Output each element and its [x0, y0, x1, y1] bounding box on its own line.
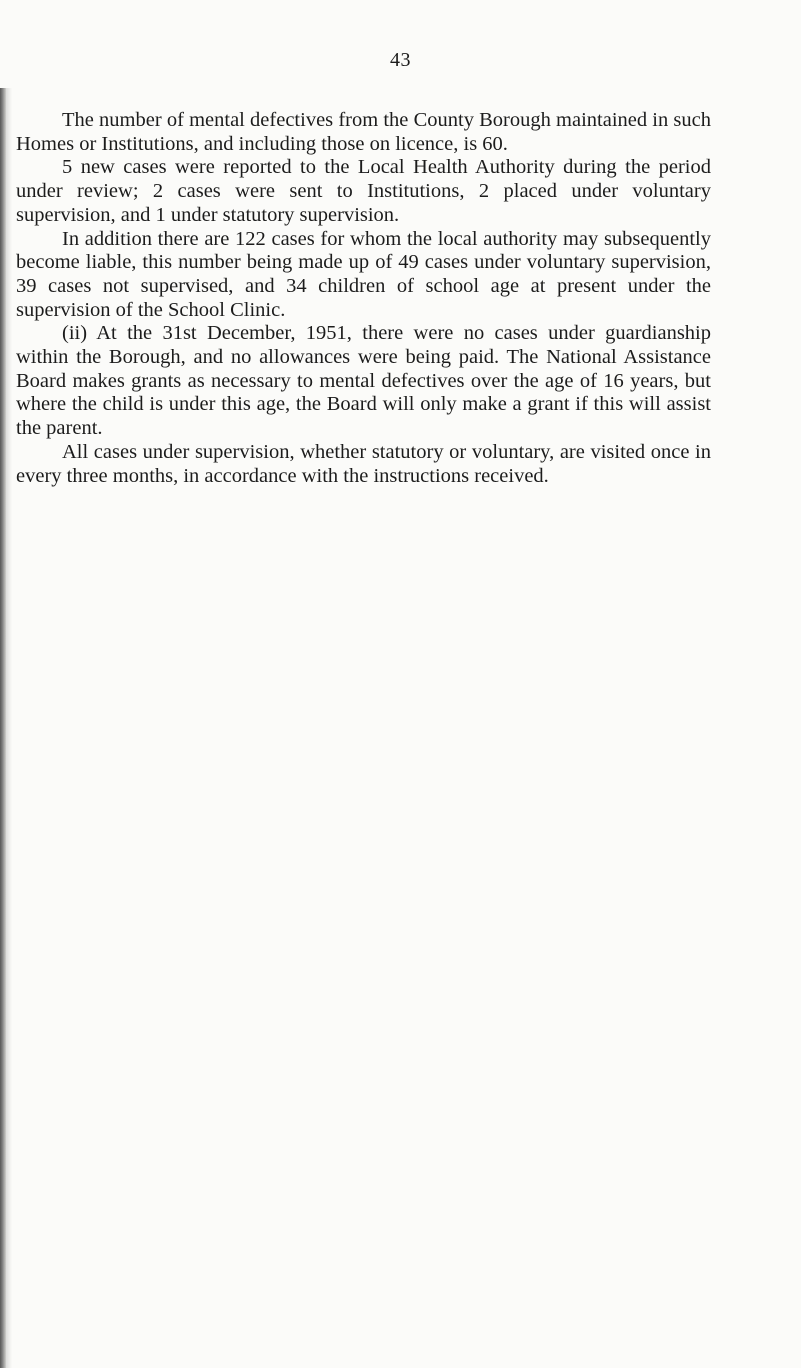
paragraph-new-cases: 5 new cases were reported to the Local Health Authority during the period under review; 2 cases were sent to Institutions, 2 placed under voluntary supervision, and 1 under statutory supervision. — [16, 156, 711, 226]
binding-shadow — [6, 88, 12, 1368]
paragraph-additional-cases: In addition there are 122 cases for whom the local authority may subsequently become liable, this number being made up of 49 cases under voluntary supervision, 39 cases not supervised, and 34 children of school age at present under the supervision of the School Clinic. — [16, 227, 711, 321]
paragraph-mental-defectives-count: The number of mental defectives from the County Borough maintained in such Homes or Institutions, and including those on licence, is 60. — [16, 109, 711, 155]
body-text — [16, 109, 711, 488]
paragraph-guardianship: (ii) At the 31st December, 1951, there were no cases under guardianship within the Borough, and no allowances were being paid. The National Assistance Board makes grants as necessary to mental defectives over the age of 16 years, but where the child is under this age, the Board will only make a grant if this will assist the parent. — [16, 322, 711, 440]
page-number: 43 — [390, 49, 411, 71]
paragraph-supervision-visits: All cases under supervision, whether statutory or voluntary, are visited once in every three months, in accordance with the instructions received. — [16, 440, 711, 487]
